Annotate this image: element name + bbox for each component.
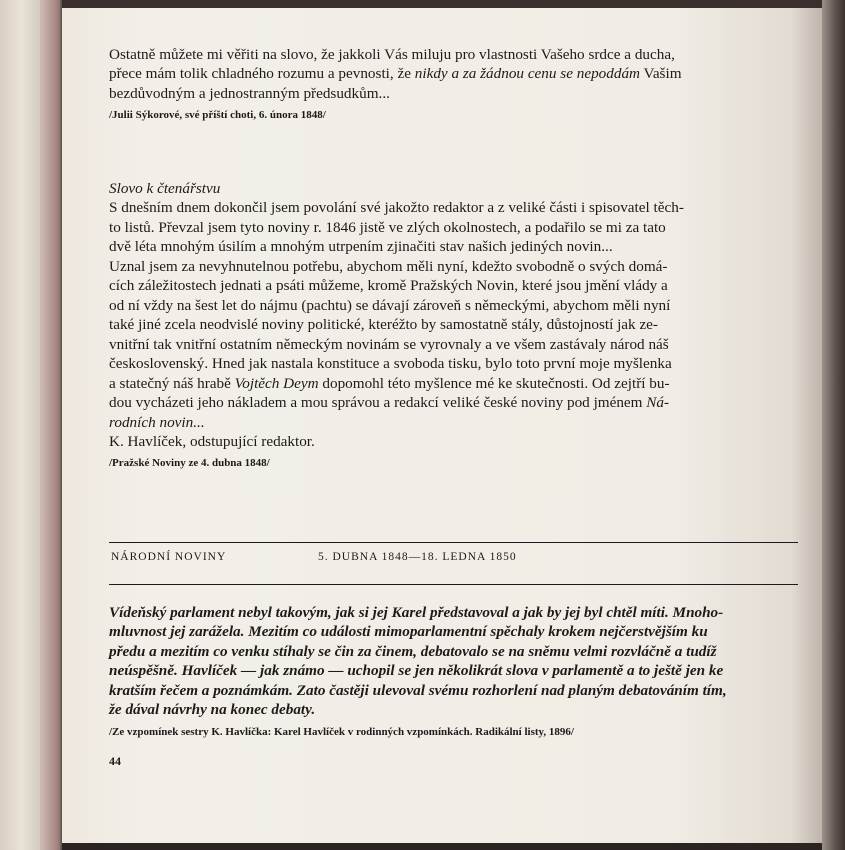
article-line: S dnešním dnem dokončil jsem povolání své jakožto redaktor a z veliké části i spisovatel těch- [109,199,684,216]
running-header-left: NÁRODNÍ NOVINY [111,551,227,563]
running-header-right: 5. DUBNA 1848—18. LEDNA 1850 [318,551,517,563]
article-heading: Slovo k čtenářstvu [109,180,221,197]
article-line: to listů. Převzal jsem tyto noviny r. 1846 jistě ve zlých okolnostech, a podařilo se mi za tato [109,219,666,236]
article-line: cích záležitostech jednati a psáti můžeme, kromě Pražských Novin, které jsou jmění vlády a [109,277,668,294]
left-binding-tint [40,0,60,850]
memoir-line: Vídeňský parlament nebyl takovým, jak si jej Karel představoval a jak by jej byl chtěl míti. Mnoho- [109,604,724,621]
letter-line-2-emphasis: nikdy a za žádnou cenu se nepoddám [414,65,641,82]
memoir-line: že dával návrhy na konec debaty. [109,701,316,718]
memoir-line: mluvnost jej zarážela. Mezitím co události mimoparlamentní spěchaly krokem nejčerstvějším ku [109,623,708,640]
article-line: také jiné zcela neodvislé noviny politické, kteréžto by samostatně stály, důstojností jak ze- [109,316,658,333]
header-rule-bottom [109,584,798,585]
article-line-11-a: dou vycházeti jeho nákladem a mou správou a redakcí veliké české noviny pod jménem [109,394,647,411]
article-line: československý. Hned jak nastala konstituce a svoboda tisku, bylo toto první moje myšlenka [109,355,672,372]
memoir-line: neúspěšně. Havlíček — jak známo — uchopil se jen několikrát slova v parlamentě a to ještě jen ke [109,662,724,679]
letter-line-3: bezdůvodným a jednostranným předsudkům... [109,85,390,102]
header-rule-top [109,542,798,543]
letter-line-2-c: Vašim [640,65,682,82]
article-signature: K. Havlíček, odstupující redaktor. [109,433,315,450]
memoir-source: /Ze vzpomínek sestry K. Havlíčka: Karel Havlíček v rodinných vzpomínkách. Radikální listy, 1896/ [109,726,574,738]
letter-line-2 [109,64,682,83]
article-newspaper-name-part: Ná- [646,394,670,411]
article-person-name: Vojtěch Deym [234,375,319,392]
right-page-edge [822,0,845,850]
article-line: od ní vždy na šest let do nájmu (pachtu) se dávají zároveň s německými, abychom měli nyní [109,297,671,314]
article-line: dvě léta mnohým úsilím a mnohým utrpením zjinačiti stav našich jediných novin... [109,238,613,255]
letter-line-2-a: přece mám tolik chladného rozumu a pevnosti, že [109,65,415,82]
letter-source: /Julii Sýkorové, své příští choti, 6. února 1848/ [109,109,326,121]
article-line: vnitřní tak vnitřní ostatním německým novinám se vyrovnaly a ve všem zastávaly národ náš [109,336,669,353]
page-number: 44 [109,754,121,768]
article-line-10-c: dopomohl této myšlence mé ke skutečnosti. Od zejtří bu- [318,375,670,392]
letter-line-1: Ostatně můžete mi věřiti na slovo, že jakkoli Vás miluju pro vlastnosti Vašeho srdce a ducha, [109,46,675,63]
article-source: /Pražské Noviny ze 4. dubna 1848/ [109,457,270,469]
memoir-line: kratším řečem a poznámkám. Zato častěji ulevoval svému rozhorlení nad planým debatováním tím, [109,682,727,699]
memoir-line: předu a mezitím co venku stíhaly se čin za činem, debatovalo se na sněmu velmi rozvláčně a tudíž [109,643,717,660]
article-line-10 [109,374,670,393]
article-line-10-a: a statečný náš hrabě [109,375,235,392]
article-line: Uznal jsem za nevyhnutelnou potřebu, abychom měli nyní, kdežto svobodně o svých domá- [109,258,668,275]
article-line-12: rodních novin... [109,414,205,431]
article-line-11 [109,393,669,412]
